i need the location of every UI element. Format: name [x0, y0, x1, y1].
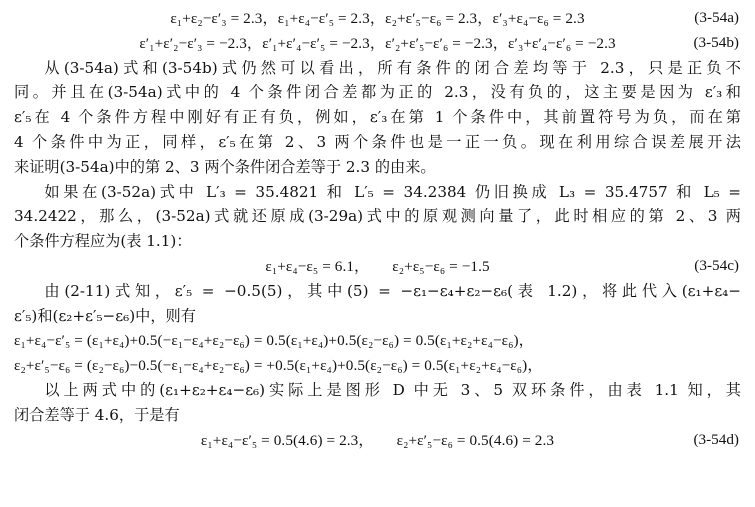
equation-3-54d-number: (3-54d): [693, 430, 739, 448]
paragraph-1-line-3: ε′₅在 4 个条件方程中刚好有正有负，例如，ε′₃在第 1 个条件中，其前置符号为负，而在第: [14, 108, 741, 127]
paragraph-2-line-3: 个条件方程应为(表 1.1)：: [14, 232, 192, 251]
paragraph-1-line-1: 从(3-54a)式和(3-54b)式仍然可以看出，所有条件的闭合差均等于 2.3，只是正负不: [44, 58, 741, 77]
equation-3-54a: [14, 6, 741, 31]
paragraph-4-line-1: 以上两式中的(ε₁+ε₂+ε₄−ε₆)实际上是图形 D 中无 3、5 双环条件，由表 1.1 知，其: [44, 380, 741, 399]
equation-3-54a-text: ε₁+ε₂−ε′₃ = 2.3，ε₁+ε₄−ε′₅ = 2.3，ε₂+ε′₅−ε₆ = 2.3，ε′₃+ε₄−ε₆ = 2.3: [170, 10, 585, 27]
equation-3-54d: [14, 428, 741, 453]
equation-3-54a-number: (3-54a): [694, 9, 739, 26]
paragraph-3-line-2: ε′₅)和(ε₂+ε′₅−ε₆)中，则有: [14, 306, 196, 325]
derivation-line-2-text: ε₂+ε′₅−ε₆ = (ε₂−ε₆)−0.5(−ε₁−ε₄+ε₂−ε₆) = +0.5(ε₁+ε₄)+0.5(ε₂−ε₆) = 0.5(ε₁+ε₂+ε₄−ε₆)，: [14, 357, 543, 375]
equation-3-54d-text: ε₁+ε₄−ε′₅ = 0.5(4.6) = 2.3， ε₂+ε′₅−ε₆ = 0.5(4.6) = 2.3: [200, 431, 555, 449]
equation-3-54c: [14, 254, 741, 279]
paragraph-2-line-1: 如果在(3-52a)式中 L′₃ = 35.4821 和 L′₅ = 34.2384 仍旧换成 L₃ = 35.4757 和 L₅ =: [44, 182, 741, 201]
derivation-line-1: [14, 328, 741, 353]
paragraph-4-line-2: 闭合差等于 4.6，于是有: [14, 405, 180, 424]
equation-3-54c-number: (3-54c): [694, 256, 739, 274]
equation-3-54b: [14, 31, 741, 56]
equation-3-54b-number: (3-54b): [693, 33, 739, 51]
equation-3-54c-text: ε₁+ε₄−ε₅ = 6.1， ε₂+ε₅−ε₆ = −1.5: [265, 257, 490, 275]
paragraph-3-line-1: 由(2-11)式知，ε′₅ = −0.5(5)，其中(5) = −ε₁−ε₄+ε₂−ε₆(表 1.2)，将此代入(ε₁+ε₄−: [44, 281, 741, 300]
paragraph-1-line-4: 4 个条件中为正，同样，ε′₅在第 2、3 两个条件也是一正一负。现在利用综合误差展开法: [14, 132, 741, 151]
paragraph-2-line-2: 34.2422，那么，(3-52a)式就还原成(3-29a)式中的原观测向量了，此时相应的第 2、3 两: [14, 207, 741, 226]
paragraph-1-line-5: 来证明(3-54a)中的第 2、3 两个条件闭合差等于 2.3 的由来。: [14, 157, 436, 176]
derivation-line-2: [14, 353, 741, 378]
paragraph-1-line-2: 同。并且在(3-54a)式中的 4 个条件闭合差都为正的 2.3，没有负的，这主要是因为 ε′₃和: [14, 83, 741, 102]
derivation-line-1-text: ε₁+ε₄−ε′₅ = (ε₁+ε₄)+0.5(−ε₁−ε₄+ε₂−ε₆) = 0.5(ε₁+ε₄)+0.5(ε₂−ε₆) = 0.5(ε₁+ε₂+ε₄−ε₆)，: [14, 332, 534, 350]
equation-3-54b-text: ε′₁+ε′₂−ε′₃ = −2.3，ε′₁+ε′₄−ε′₅ = −2.3，ε′₂+ε′₅−ε′₆ = −2.3，ε′₃+ε′₄−ε′₆ = −2.3: [139, 34, 616, 52]
